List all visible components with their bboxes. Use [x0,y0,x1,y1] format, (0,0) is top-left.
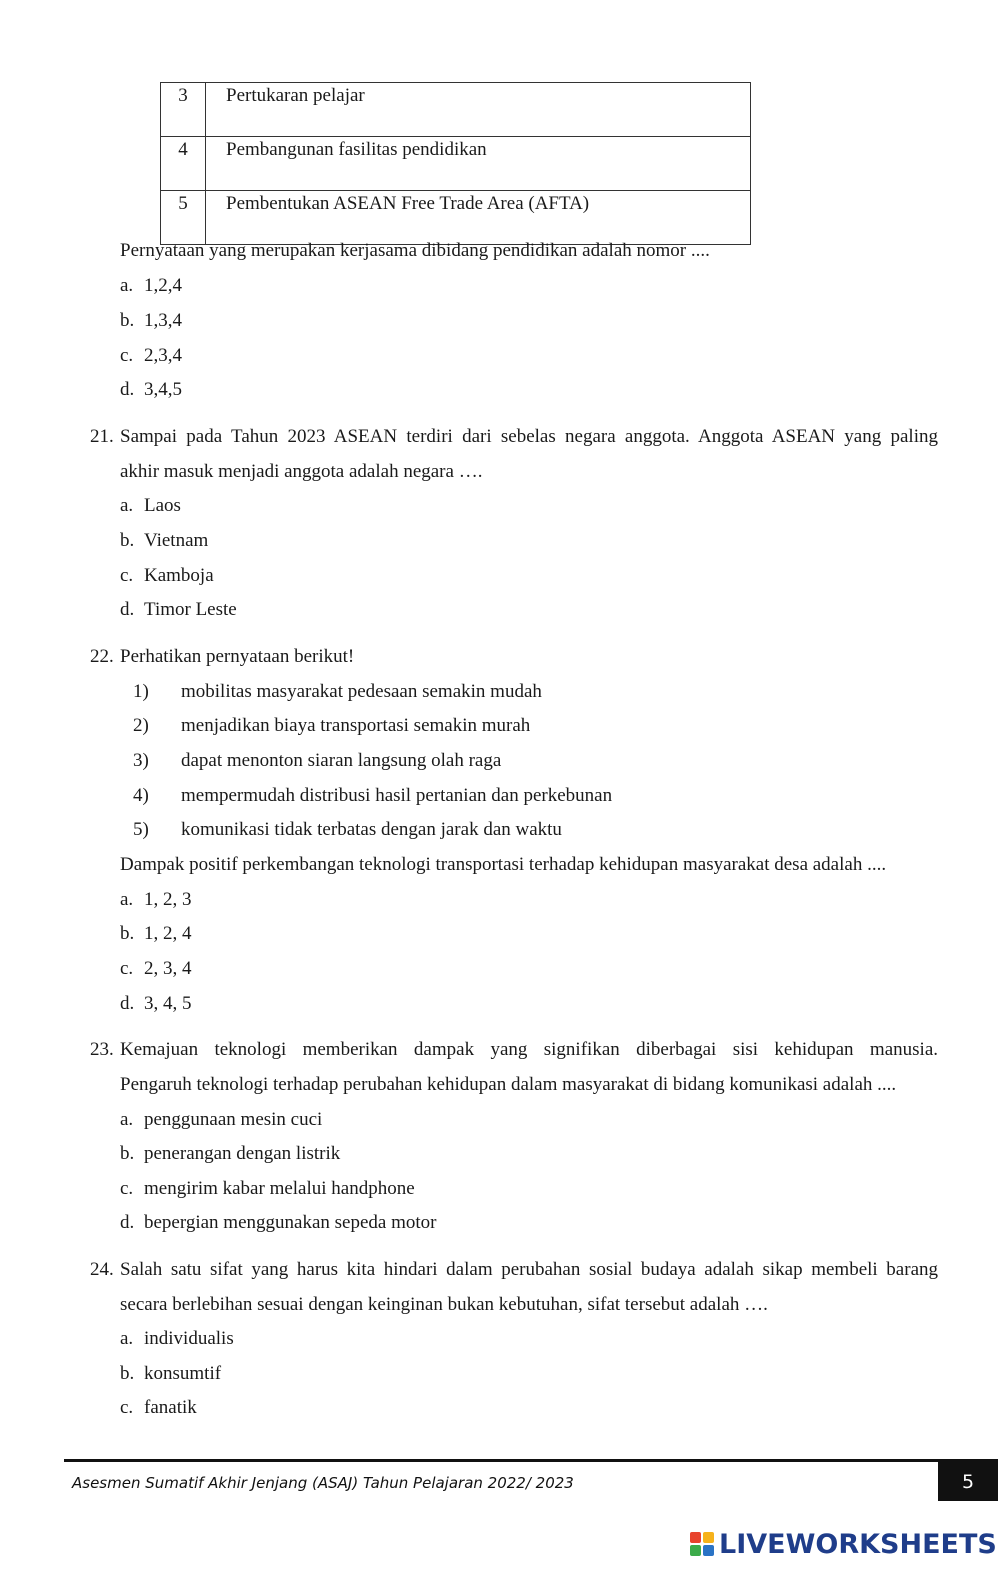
q21-option-a-text[interactable]: Laos [144,495,181,516]
q20-option-c-letter[interactable]: c. [120,345,134,366]
q24-option-a-text[interactable]: individualis [144,1328,234,1349]
q23-option-b-text[interactable]: penerangan dengan listrik [144,1143,341,1164]
q22-option-b-text[interactable]: 1, 2, 4 [144,923,192,944]
q22-number: 22. [90,646,114,667]
logo-square [703,1545,714,1556]
logo-square [690,1532,701,1543]
q20-option-b-letter[interactable]: b. [120,310,135,331]
q24-option-b-text[interactable]: konsumtif [144,1363,222,1384]
table-row-text: Pembangunan fasilitas pendidikan [206,137,751,191]
table-row [161,191,751,245]
q24-stem-line2: secara berlebihan sesuai dengan keinginan bukan kebutuhan, sifat tersebut adalah …. [120,1294,768,1315]
q22-option-b-letter[interactable]: b. [120,923,135,944]
footer-text: Asesmen Sumatif Akhir Jenjang (ASAJ) Tahun Pelajaran 2022/ 2023 [72,1474,574,1492]
q23-option-d-text[interactable]: bepergian menggunakan sepeda motor [144,1212,437,1233]
liveworksheets-logo-icon [690,1532,714,1556]
q23-stem-line2: Pengaruh teknologi terhadap perubahan kehidupan dalam masyarakat di bidang komunikasi adalah .... [120,1074,897,1095]
q23-option-c-text[interactable]: mengirim kabar melalui handphone [144,1178,415,1199]
q24-number: 24. [90,1259,114,1280]
q21-option-c-text[interactable]: Kamboja [144,565,214,586]
q20-option-b-text[interactable]: 1,3,4 [144,310,182,331]
q21-number: 21. [90,426,114,447]
q21-option-d-text[interactable]: Timor Leste [144,599,237,620]
q23-number: 23. [90,1039,114,1060]
table-row [161,83,751,137]
q22-option-a-letter[interactable]: a. [120,889,134,910]
logo-square [703,1532,714,1543]
table-row-number: 3 [161,83,206,137]
q23-option-a-letter[interactable]: a. [120,1109,134,1130]
q21-option-b-text[interactable]: Vietnam [144,530,209,551]
q22-statement-number: 5) [133,819,149,840]
q22-option-c-text[interactable]: 2, 3, 4 [144,958,192,979]
footer-divider [64,1459,938,1462]
q22-statement-number: 4) [133,785,149,806]
q22-statement-text: dapat menonton siaran langsung olah raga [181,750,502,771]
q24-stem-line1: Salah satu sifat yang harus kita hindari dalam perubahan sosial budaya adalah sikap membeli barang [120,1259,938,1280]
q22-statement-text: mempermudah distribusi hasil pertanian dan perkebunan [181,785,613,806]
table-row [161,137,751,191]
statements-table [160,82,751,245]
liveworksheets-brand[interactable] [690,1527,997,1561]
q23-option-c-letter[interactable]: c. [120,1178,134,1199]
q22-statement-number: 3) [133,750,149,771]
q22-option-d-letter[interactable]: d. [120,993,135,1014]
q20-option-d-letter[interactable]: d. [120,379,135,400]
q20-option-d-text[interactable]: 3,4,5 [144,379,182,400]
q23-option-d-letter[interactable]: d. [120,1212,135,1233]
q21-stem-line1: Sampai pada Tahun 2023 ASEAN terdiri dari sebelas negara anggota. Anggota ASEAN yang paling [120,426,938,447]
q22-statement-number: 1) [133,681,149,702]
table-row-text: Pertukaran pelajar [206,83,751,137]
q20-stem: Pernyataan yang merupakan kerjasama dibidang pendidikan adalah nomor .... [120,240,710,261]
q22-statement-text: komunikasi tidak terbatas dengan jarak dan waktu [181,819,562,840]
q21-option-b-letter[interactable]: b. [120,530,135,551]
logo-square [690,1545,701,1556]
q23-stem-line1: Kemajuan teknologi memberikan dampak yang signifikan diberbagai sisi kehidupan manusia. [120,1039,938,1060]
q22-statement-number: 2) [133,715,149,736]
q22-statement-text: mobilitas masyarakat pedesaan semakin mudah [181,681,542,702]
q24-option-b-letter[interactable]: b. [120,1363,135,1384]
q21-option-a-letter[interactable]: a. [120,495,134,516]
q20-option-a-letter[interactable]: a. [120,275,134,296]
q24-option-c-text[interactable]: fanatik [144,1397,197,1418]
q22-stem: Dampak positif perkembangan teknologi transportasi terhadap kehidupan masyarakat desa adalah .... [120,854,887,875]
q21-option-d-letter[interactable]: d. [120,599,135,620]
q23-option-b-letter[interactable]: b. [120,1143,135,1164]
q24-option-c-letter[interactable]: c. [120,1397,134,1418]
page-number: 5 [938,1459,998,1501]
q20-option-a-text[interactable]: 1,2,4 [144,275,182,296]
table-row-text: Pembentukan ASEAN Free Trade Area (AFTA) [206,191,751,245]
q21-stem-line2: akhir masuk menjadi anggota adalah negara …. [120,461,483,482]
table-row-number: 4 [161,137,206,191]
table-row-number: 5 [161,191,206,245]
q22-option-c-letter[interactable]: c. [120,958,134,979]
q22-option-d-text[interactable]: 3, 4, 5 [144,993,192,1014]
q22-statement-text: menjadikan biaya transportasi semakin murah [181,715,531,736]
q23-option-a-text[interactable]: penggunaan mesin cuci [144,1109,323,1130]
q22-option-a-text[interactable]: 1, 2, 3 [144,889,192,910]
q22-intro: Perhatikan pernyataan berikut! [120,646,355,667]
q24-option-a-letter[interactable]: a. [120,1328,134,1349]
q20-option-c-text[interactable]: 2,3,4 [144,345,182,366]
q21-option-c-letter[interactable]: c. [120,565,134,586]
brand-name: LIVEWORKSHEETS [719,1528,997,1560]
